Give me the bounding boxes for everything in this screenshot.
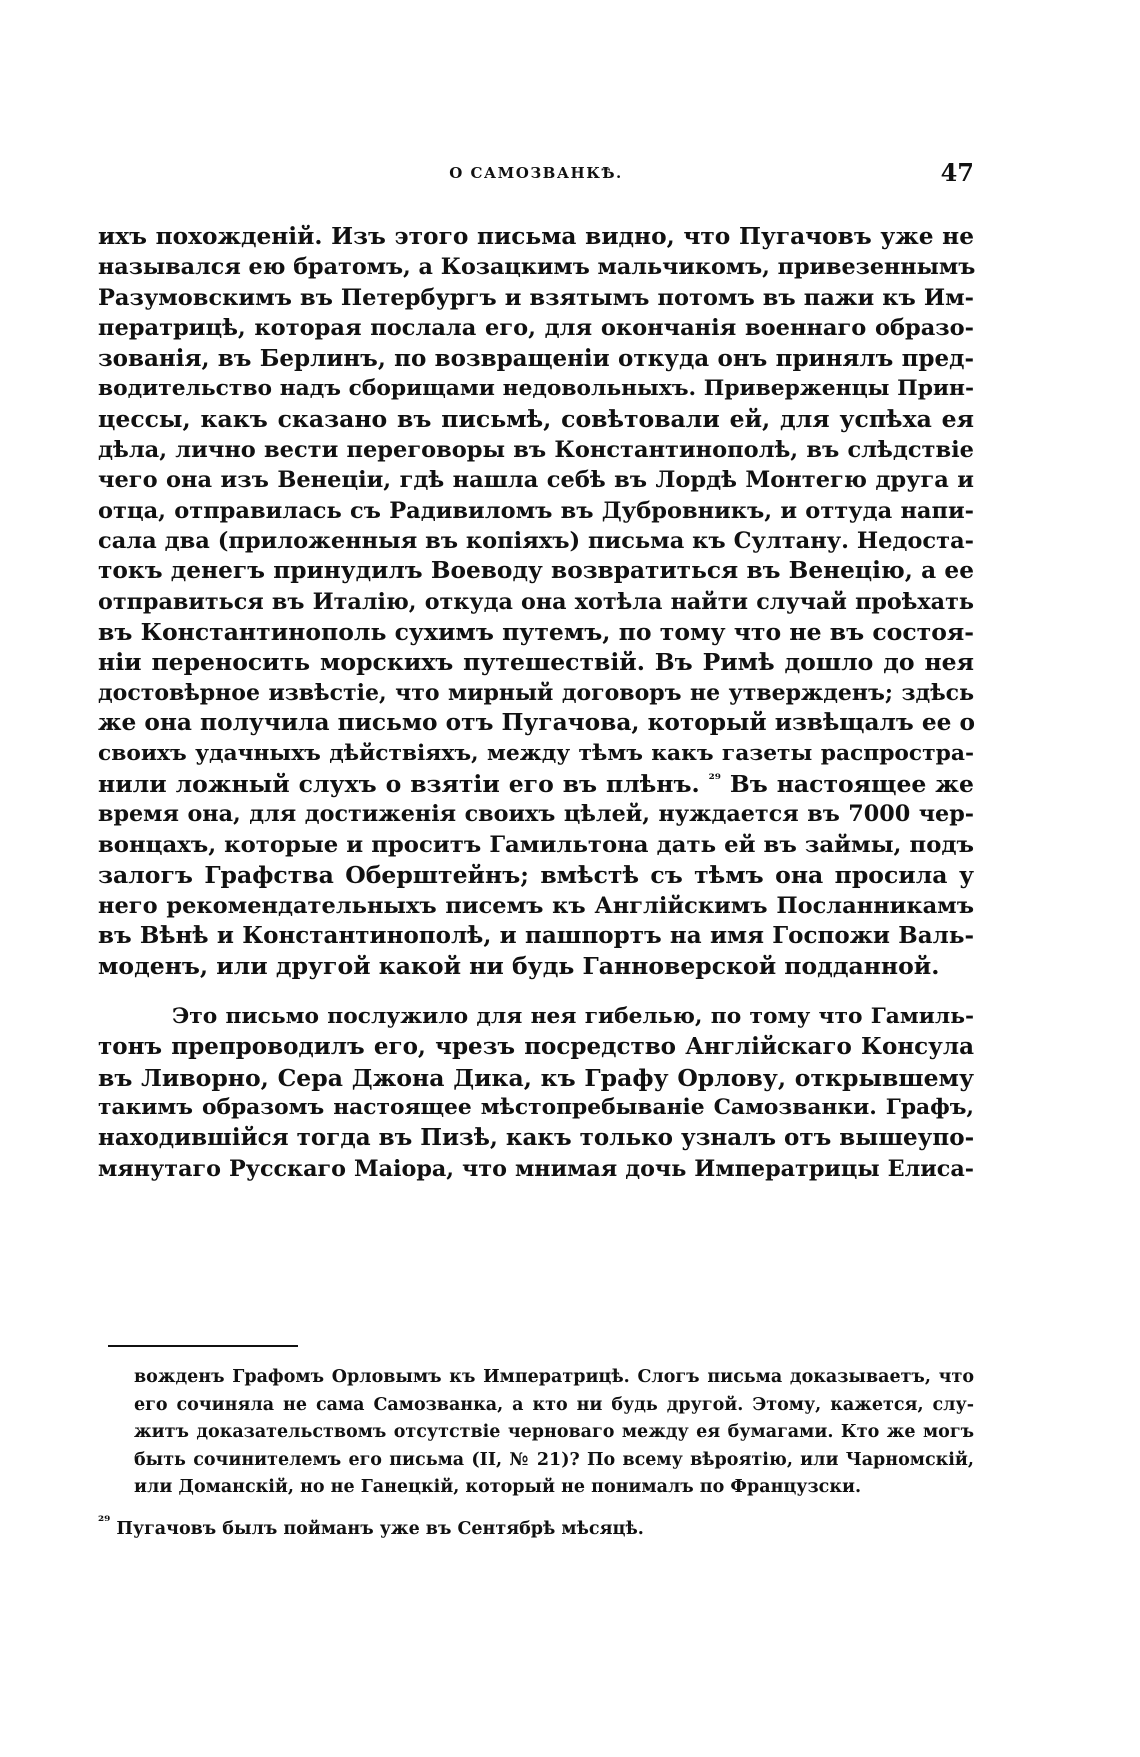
footnote-line: быть сочинителемъ его письма (II, № 21)? По всему вѣроятію, или Чарномскій, xyxy=(134,1449,974,1470)
text-line: зованія, въ Берлинъ, по возвращеніи откуда онъ принялъ пред- xyxy=(98,344,974,372)
main-text xyxy=(98,222,974,1184)
text-line: ператрицѣ, которая послала его, для окончанія военнаго образо- xyxy=(98,315,974,342)
paragraph-1 xyxy=(98,222,974,982)
text-line-part: Въ настоящее же xyxy=(729,770,974,799)
footnote-rule xyxy=(108,1345,298,1347)
footnote-29-marker: ²⁹ xyxy=(98,1513,111,1530)
text-line: находившійся тогда въ Пизѣ, какъ только узналъ отъ вышеупо- xyxy=(98,1124,975,1152)
text-line: моденъ, или другой какой ни будь Ганноверской подданной. xyxy=(98,952,940,981)
footnote-line: житъ доказательствомъ отсутствіе черноваго между ея бумагами. Кто же могъ xyxy=(134,1422,974,1442)
text-line: Разумовскимъ въ Петербургъ и взятымъ потомъ въ пажи къ Им- xyxy=(98,284,974,311)
text-line: въ Константинополь сухимъ путемъ, по тому что не въ состоя- xyxy=(98,618,974,647)
text-line: своихъ удачныхъ дѣйствіяхъ, между тѣмъ какъ газеты распростра- xyxy=(98,740,974,766)
text-line-with-footnote xyxy=(98,769,974,799)
text-line: сала два (приложенныя въ копіяхъ) письма къ Султану. Недоста- xyxy=(98,527,974,554)
text-line: въ Ливорно, Сера Джона Дика, къ Графу Орлову, открывшему xyxy=(98,1063,974,1092)
footnote-line: или Доманскій, но не Ганецкій, который не понималъ по Французски. xyxy=(134,1477,862,1497)
text-line: залогъ Графства Оберштейнъ; вмѣстѣ съ тѣмъ она просила у xyxy=(98,861,974,890)
text-line: дѣла, лично вести переговоры въ Константинополѣ, въ слѣдствіе xyxy=(98,436,974,463)
text-line: него рекомендательныхъ писемъ къ Англійскимъ Посланникамъ xyxy=(98,892,974,919)
text-line: тонъ препроводилъ его, чрезъ посредство Англійскаго Консула xyxy=(98,1033,974,1061)
footnote-line xyxy=(98,1513,974,1544)
footnote-29 xyxy=(98,1513,974,1544)
text-line: цессы, какъ сказано въ письмѣ, совѣтовали ей, для успѣха ея xyxy=(98,405,974,434)
text-line: въ Вѣнѣ и Константинополѣ, и пашпортъ на имя Госпожи Валь- xyxy=(98,921,974,949)
footnote-29-text: Пугачовъ былъ пойманъ уже въ Сентябрѣ мѣсяцѣ. xyxy=(116,1518,644,1539)
text-line: ихъ похожденій. Изъ этого письма видно, что Пугачовъ уже не xyxy=(98,223,974,250)
text-line: Это письмо послужило для нея гибелью, по тому что Гамиль- xyxy=(172,1003,974,1029)
page-header xyxy=(98,154,974,194)
footnote-continued xyxy=(98,1364,974,1502)
text-line: чего она изъ Венеціи, гдѣ нашла себѣ въ Лордѣ Монтегю друга и xyxy=(98,467,974,494)
text-line: ніи переносить морскихъ путешествій. Въ Римѣ дошло до нея xyxy=(98,648,974,677)
footnotes xyxy=(98,1364,974,1543)
footnote-gap xyxy=(98,1502,974,1516)
text-line: достовѣрное извѣстіе, что мирный договоръ не утвержденъ; здѣсь xyxy=(98,679,974,706)
text-line: водительство надъ сборищами недовольныхъ. Приверженцы Прин- xyxy=(98,375,974,401)
text-line: вонцахъ, которые и проситъ Гамильтона дать ей въ займы, подъ xyxy=(98,831,974,858)
text-line-part: нили ложный слухъ о взятіи его въ плѣнъ. xyxy=(98,770,700,799)
text-line: время она, для достиженія своихъ цѣлей, нуждается въ 7000 чер- xyxy=(98,801,974,828)
text-line: назывался ею братомъ, а Козацкимъ мальчикомъ, привезеннымъ xyxy=(98,254,976,281)
text-line: отца, отправилась съ Радивиломъ въ Дубровникъ, и оттуда напи- xyxy=(98,497,974,524)
text-line: такимъ образомъ настоящее мѣстопребываніе Самозванки. Графъ, xyxy=(98,1094,974,1120)
footnote-line: вожденъ Графомъ Орловымъ къ Императрицѣ. Слогъ письма доказываетъ, что xyxy=(134,1367,974,1387)
footnote-line: его сочиняла не сама Самозванка, а кто ни будь другой. Этому, кажется, слу- xyxy=(134,1394,974,1415)
footnote-marker: ²⁹ xyxy=(708,772,721,789)
text-line: мянутаго Русскаго Маіора, что мнимая дочь Императрицы Елиса- xyxy=(98,1155,974,1182)
page-number: 47 xyxy=(940,158,974,187)
text-line: отправиться въ Италію, откуда она хотѣла найти случай проѣхать xyxy=(98,588,974,615)
paragraph-2 xyxy=(98,1002,974,1184)
paragraph-gap xyxy=(98,982,974,1002)
text-line: же она получила письмо отъ Пугачова, который извѣщалъ ее о xyxy=(98,709,976,737)
running-title: О САМОЗВАНКѢ. xyxy=(449,164,623,182)
text-line: токъ денегъ принудилъ Воеводу возвратиться въ Венецію, а ее xyxy=(98,557,974,585)
